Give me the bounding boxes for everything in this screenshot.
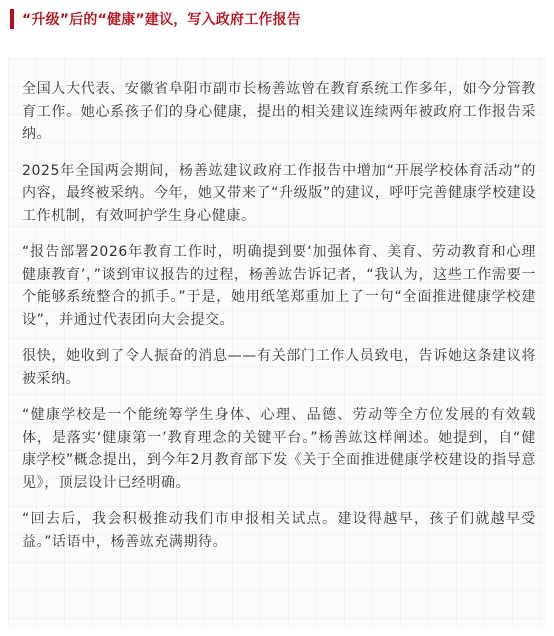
paragraph-4: 很快，她收到了令人振奋的消息——有关部门工作人员致电，告诉她这条建议将被采纳。 <box>22 348 536 387</box>
paragraph-6: “回去后，我会积极推动我们市申报相关试点。建设得越早，孩子们就越早受益。”话语中，杨善竑充满期待。 <box>22 511 536 550</box>
paragraph-1: 全国人大代表、安徽省阜阳市副市长杨善竑曾在教育系统工作多年，如今分管教育工作。她心系孩子们的身心健康，提出的相关建议连续两年被政府工作报告采纳。 <box>22 81 536 142</box>
paragraph-3: “报告部署2026年教育工作时，明确提到要‘加强体育、美育、劳动教育和心理健康教育’，”谈到审议报告的过程，杨善竑告诉记者，“我认为，这些工作需要一个能够系统整合的抓手。”于是，她用纸笔郑重加上了一句“全面推进健康学校建设”，并通过代表团向大会提交。 <box>22 244 536 328</box>
paragraph-5: “健康学校是一个能统筹学生身体、心理、品德、劳动等全方位发展的有效载体，是落实‘健康第一’教育理念的关键平台。”杨善竑这样阐述。她提到，自“健康学校”概念提出，到今年2月教育部下发《关于全面推进健康学校建设的指导意见》，顶层设计已经明确。 <box>22 407 536 491</box>
article-body <box>8 58 546 628</box>
paragraph-2: 2025年全国两会期间，杨善竑建议政府工作报告中增加“开展学校体育活动”的内容，最终被采纳。今年，她又带来了“升级版”的建议，呼吁完善健康学校建设工作机制，有效呵护学生身心健康。 <box>22 162 536 224</box>
article-header <box>10 8 301 30</box>
article-title: “升级”后的“健康”建议，写入政府工作报告 <box>22 12 302 28</box>
header-accent-bar <box>10 9 14 29</box>
